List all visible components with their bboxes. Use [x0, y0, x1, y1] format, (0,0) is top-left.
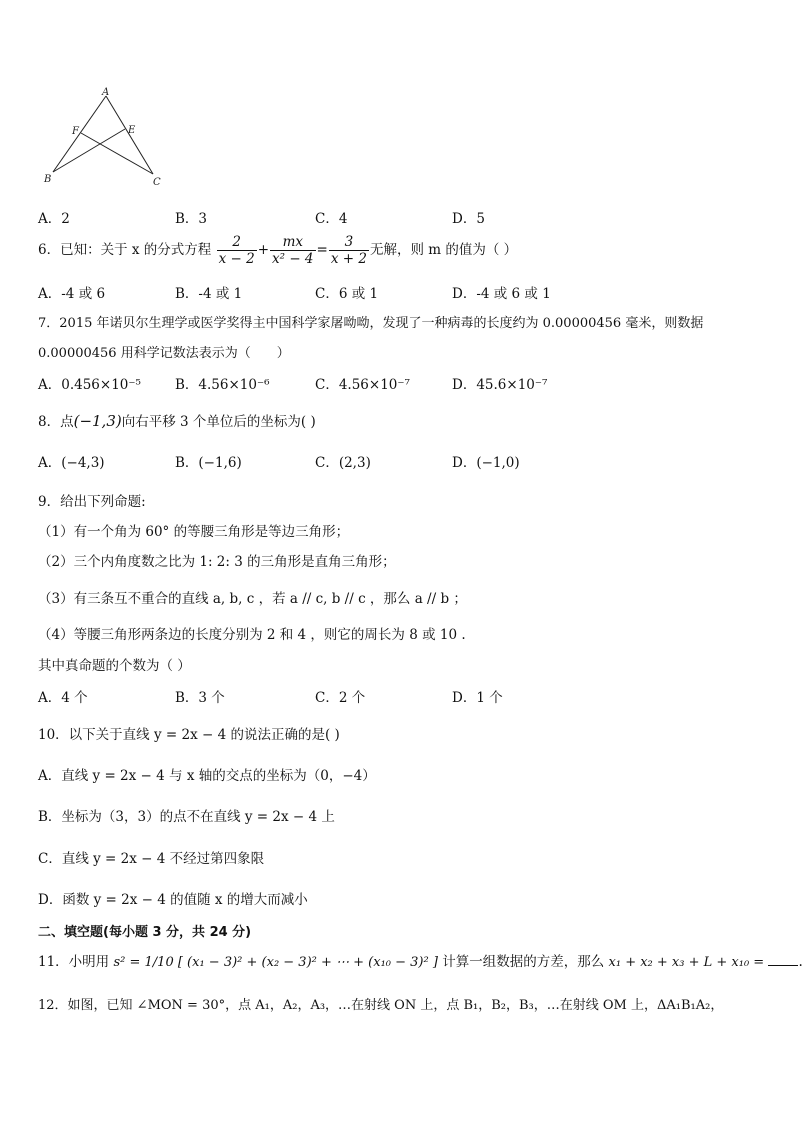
q7-option-b[interactable]: B．4.56×10⁻⁶: [175, 377, 270, 393]
label-a: A: [102, 87, 110, 98]
q8-option-c[interactable]: C．(2,3): [315, 455, 371, 471]
q11-middle: 计算一组数据的方差，那么: [442, 954, 605, 970]
q6-equals: =: [316, 242, 328, 258]
q8-suffix: 向右平移 3 个单位后的坐标为( ): [121, 414, 316, 430]
q8-option-a[interactable]: A．(−4,3): [38, 455, 105, 471]
triangle-figure: [40, 84, 170, 190]
q9-proposition-2: （2）三个内角度数之比为 1: 2: 3 的三角形是直角三角形；: [38, 554, 396, 570]
q11-prefix: 11．小明用: [38, 954, 110, 970]
q12-stem: 12．如图，已知 ∠MON = 30°，点 A₁，A₂，A₃，…在射线 ON 上，点 B₁，B₂，B₃，…在射线 OM 上，ΔA₁B₁A₂，: [38, 998, 724, 1013]
q5-option-a[interactable]: A．2: [38, 211, 70, 227]
q6-option-c[interactable]: C．6 或 1: [315, 286, 379, 302]
q10-option-b[interactable]: B．坐标为（3，3）的点不在直线 y = 2x − 4 上: [38, 809, 335, 825]
label-b: B: [44, 174, 52, 185]
q11-period: .: [798, 954, 803, 970]
q7-line-2: 0.00000456 用科学记数法表示为（ ）: [38, 346, 290, 361]
q10-option-d[interactable]: D．函数 y = 2x − 4 的值随 x 的增大而减小: [38, 892, 308, 908]
label-c: C: [153, 177, 161, 188]
q7-option-d[interactable]: D．45.6×10⁻⁷: [452, 377, 548, 393]
q11-answer-blank[interactable]: [768, 954, 798, 966]
q6-f1-den: x − 2: [218, 251, 255, 267]
q9-option-a[interactable]: A．4 个: [38, 690, 88, 706]
q6-fraction-1: [217, 234, 257, 267]
q6-f3-num: 3: [329, 234, 369, 251]
q11-stem: [38, 950, 803, 970]
q10-option-c[interactable]: C．直线 y = 2x − 4 不经过第四象限: [38, 851, 265, 867]
segment-be: [53, 129, 125, 172]
q9-option-b[interactable]: B．3 个: [175, 690, 225, 706]
q10-stem: 10．以下关于直线 y = 2x − 4 的说法正确的是( ): [38, 727, 340, 743]
q9-stem: 9．给出下列命题:: [38, 494, 146, 510]
q5-options: [38, 207, 738, 225]
q9-option-d[interactable]: D．1 个: [452, 690, 503, 706]
q10-option-a[interactable]: A．直线 y = 2x − 4 与 x 轴的交点的坐标为（0，−4）: [38, 768, 376, 784]
q9-proposition-1: （1）有一个角为 60° 的等腰三角形是等边三角形；: [38, 524, 350, 540]
q9-proposition-3: （3）有三条互不重合的直线 a, b, c ，若 a // c, b // c ，那么 a // b ；: [38, 591, 467, 607]
q6-plus: +: [257, 242, 270, 258]
section-2-title: 二、填空题(每小题 3 分，共 24 分): [38, 925, 252, 940]
q8-point: (−1,3): [73, 412, 122, 430]
q11-formula: s² = 1/10 [ (x₁ − 3)² + (x₂ − 3)² + ⋯ + (x₁₀ − 3)² ]: [113, 955, 438, 970]
q6-options: [38, 282, 738, 300]
q7-line-1: 7．2015 年诺贝尔生理学或医学奖得主中国科学家屠呦呦，发现了一种病毒的长度约为 0.00000456 毫米，则数据: [38, 316, 704, 331]
side-ab: [53, 96, 106, 172]
q5-option-c[interactable]: C．4: [315, 211, 348, 227]
q6-f1-num: 2: [217, 234, 257, 251]
q5-option-b[interactable]: B．3: [175, 211, 208, 227]
q8-prefix: 8．点: [38, 414, 74, 430]
q6-f2-den: x² − 4: [272, 251, 314, 267]
q6-fraction-2: [270, 234, 316, 267]
q6-option-d[interactable]: D．-4 或 6 或 1: [452, 286, 551, 302]
q8-stem: [38, 410, 316, 430]
q11-sum: x₁ + x₂ + x₃ + L + x₁₀ =: [608, 955, 765, 970]
q7-option-a[interactable]: A．0.456×10⁻⁵: [38, 377, 141, 393]
label-f: F: [72, 126, 79, 137]
q6-suffix: 无解，则 m 的值为（ ）: [369, 242, 518, 258]
q6-f2-num: mx: [270, 234, 316, 251]
q6-option-a[interactable]: A．-4 或 6: [38, 286, 106, 302]
q6-prefix: 6．已知：关于 x 的分式方程: [38, 242, 212, 258]
label-e: E: [128, 125, 136, 136]
q6-f3-den: x + 2: [330, 251, 367, 267]
q8-option-d[interactable]: D．(−1,0): [452, 455, 520, 471]
q9-options: [38, 686, 738, 704]
q5-option-d[interactable]: D．5: [452, 211, 485, 227]
q6-fraction-3: [329, 234, 369, 267]
q9-question: 其中真命题的个数为（ ）: [38, 658, 191, 674]
q8-options: [38, 451, 738, 469]
q6-stem: [38, 234, 517, 267]
q7-option-c[interactable]: C．4.56×10⁻⁷: [315, 377, 410, 393]
q9-proposition-4: （4）等腰三角形两条边的长度分别为 2 和 4 ，则它的周长为 8 或 10 .: [38, 627, 466, 643]
q6-option-b[interactable]: B．-4 或 1: [175, 286, 243, 302]
q9-option-c[interactable]: C．2 个: [315, 690, 366, 706]
segment-cf: [81, 133, 153, 174]
q7-options: [38, 373, 738, 391]
q8-option-b[interactable]: B．(−1,6): [175, 455, 242, 471]
